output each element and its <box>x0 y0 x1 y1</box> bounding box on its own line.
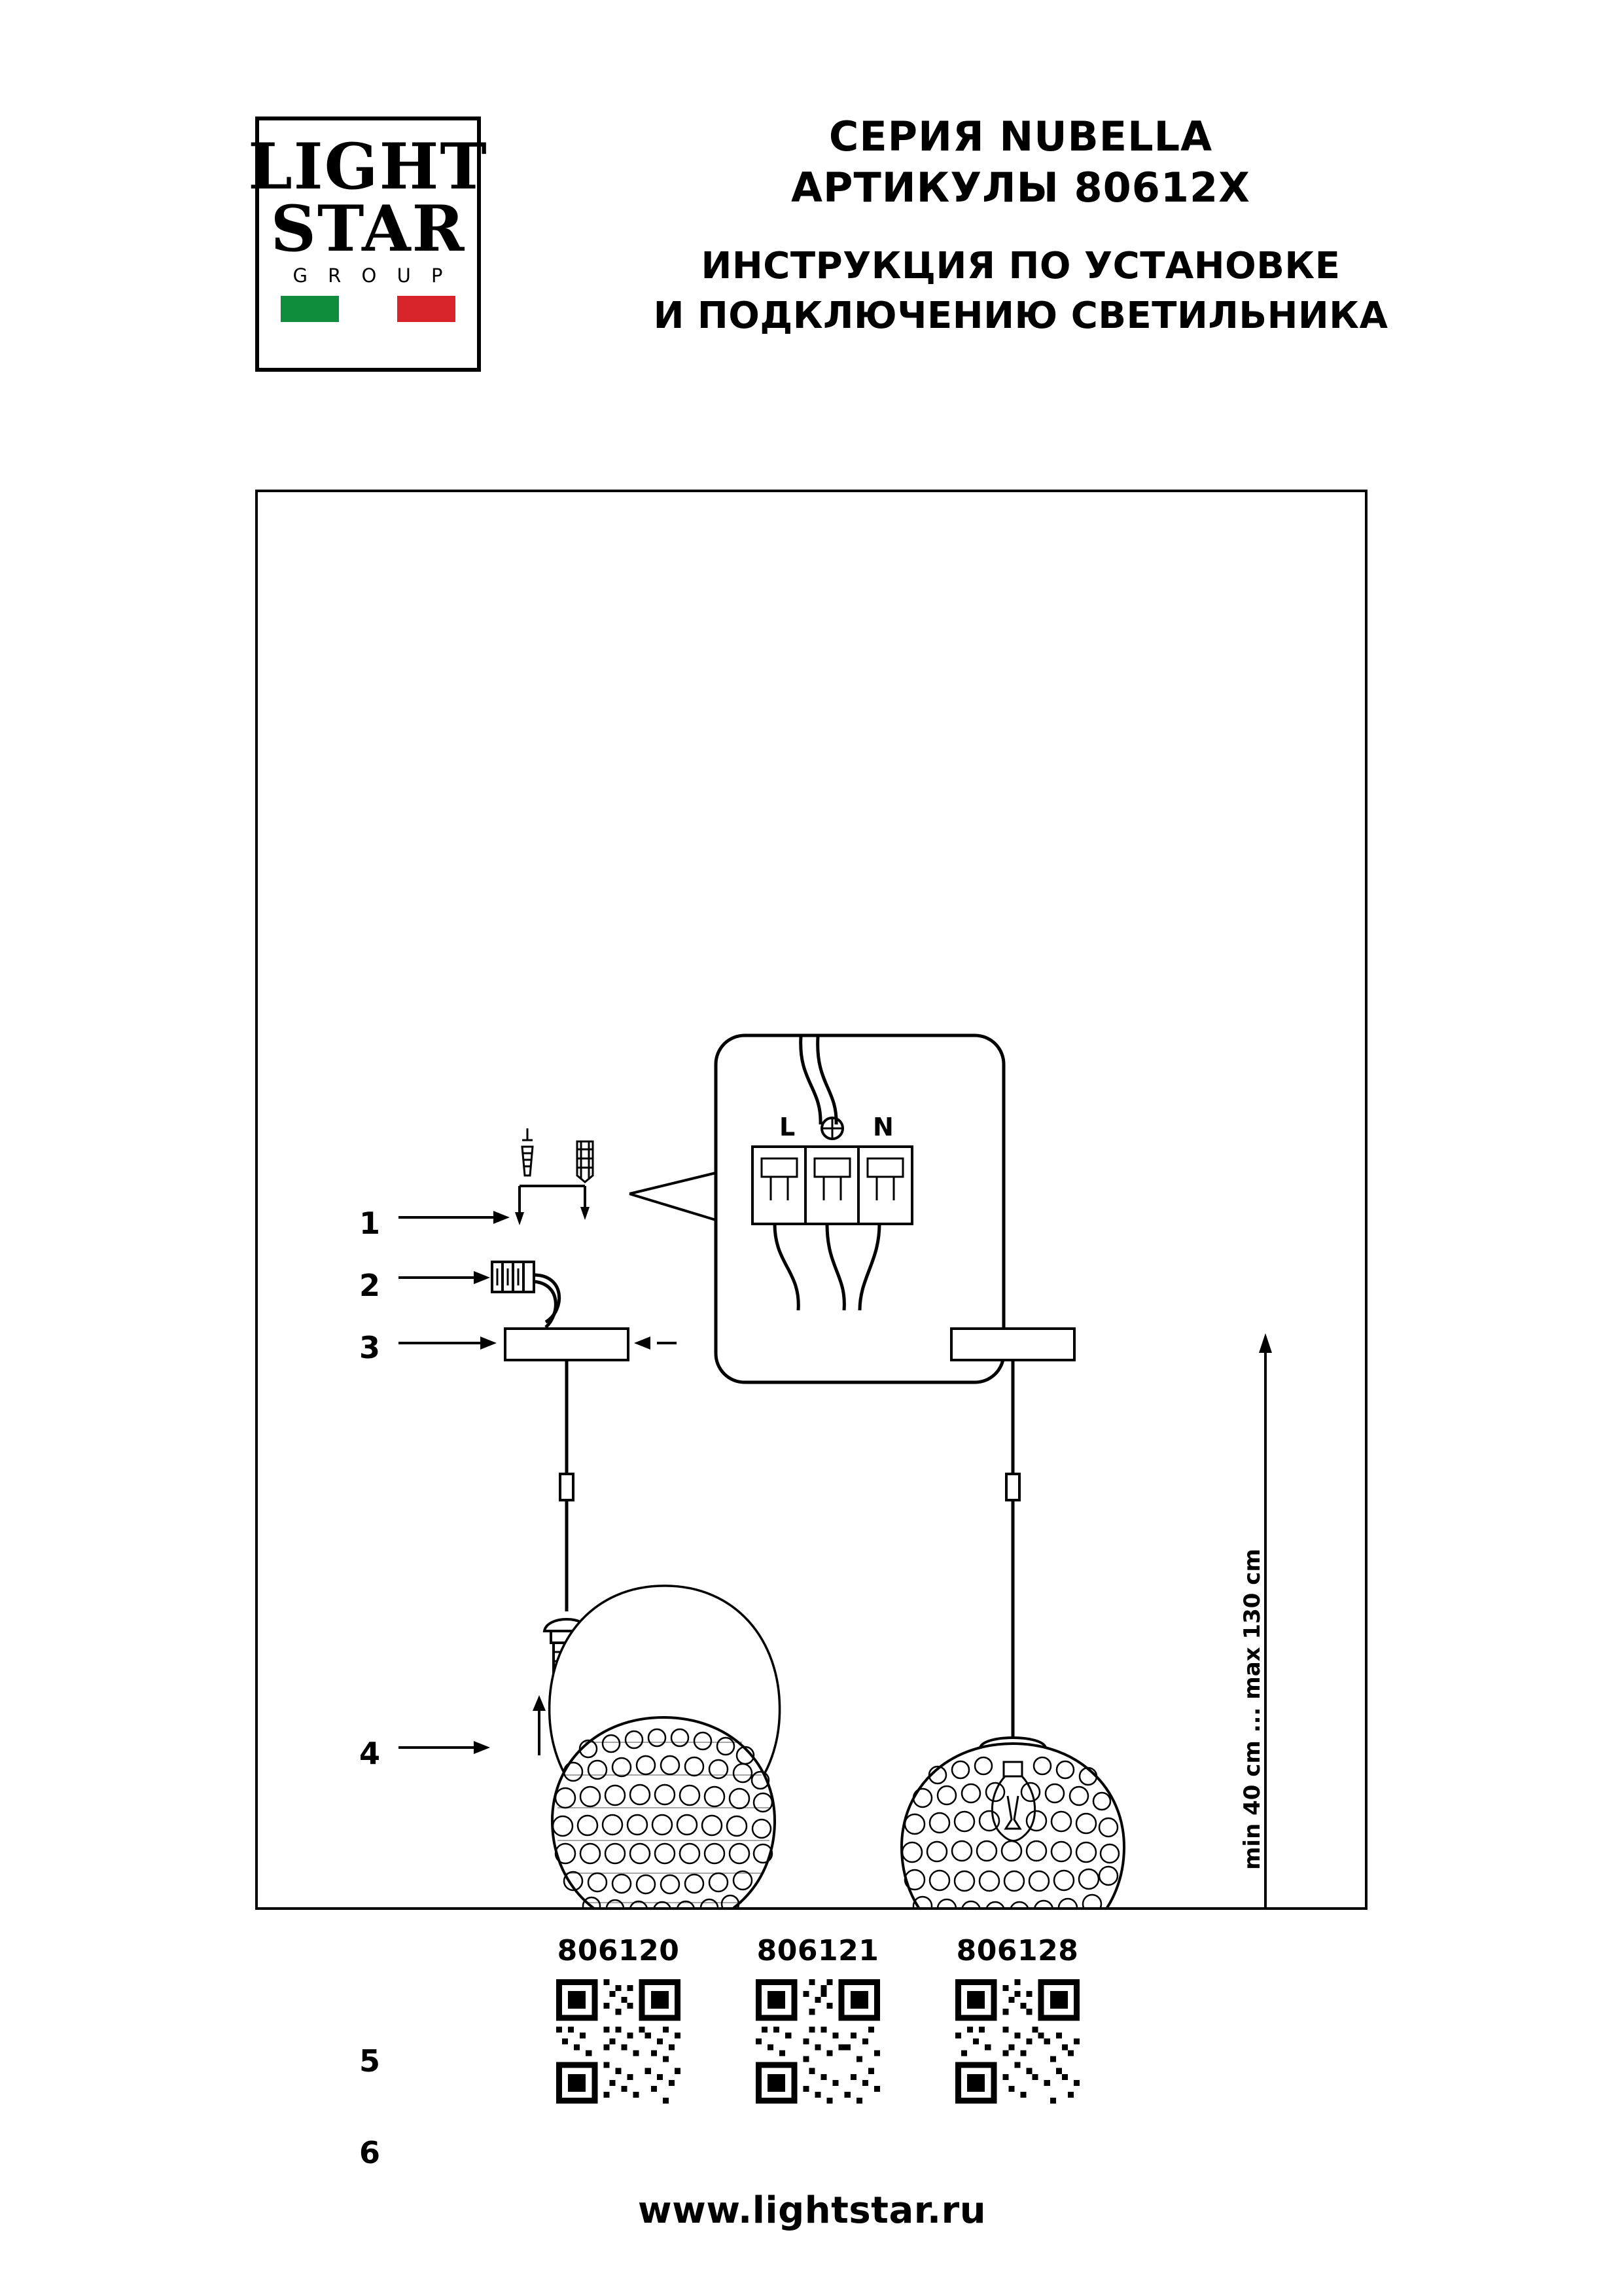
product-codes <box>537 1934 1099 2104</box>
height-dimension-label: min 40 cm ... max 130 cm <box>1239 1549 1265 1870</box>
terminal-label-live: L <box>779 1113 796 1141</box>
logo-text-star: STAR <box>270 192 466 266</box>
qr-code-806121[interactable] <box>756 1979 880 2104</box>
installation-drawing <box>258 492 1365 1907</box>
website-url[interactable]: www.lightstar.ru <box>637 2189 987 2232</box>
step-label-6: 6 <box>359 2135 381 2170</box>
qr-code-806128[interactable] <box>955 1979 1080 2104</box>
step-label-2: 2 <box>359 1268 381 1303</box>
code-label: 806128 <box>956 1934 1079 1967</box>
terminal-label-neutral: N <box>873 1113 894 1141</box>
qr-code-806120[interactable] <box>556 1979 680 2104</box>
brand-logo <box>248 117 488 372</box>
step-label-4: 4 <box>359 1736 381 1771</box>
step-label-5: 5 <box>359 2043 381 2079</box>
code-label: 806120 <box>557 1934 680 1967</box>
flag-white-stripe <box>339 296 397 322</box>
logo-text-light: LIGHT <box>248 130 488 204</box>
italy-flag-icon <box>281 296 456 322</box>
code-item <box>736 1934 900 2104</box>
header-text-block <box>589 111 1453 339</box>
code-item <box>936 1934 1099 2104</box>
instruction-title-line2: И ПОДКЛЮЧЕНИЮ СВЕТИЛЬНИКА <box>653 294 1388 337</box>
instruction-title-line1: ИНСТРУКЦИЯ ПО УСТАНОВКЕ <box>701 245 1341 287</box>
code-label: 806121 <box>756 1934 879 1967</box>
flag-red-stripe <box>397 296 455 322</box>
flag-green-stripe <box>281 296 339 322</box>
step-label-3: 3 <box>359 1330 381 1365</box>
article-line: АРТИКУЛЫ 80612X <box>791 163 1250 211</box>
code-item <box>537 1934 700 2104</box>
step-label-1: 1 <box>359 1206 381 1241</box>
series-line: СЕРИЯ NUBELLA <box>828 113 1213 160</box>
logo-text-group: G R O U P <box>292 264 450 287</box>
